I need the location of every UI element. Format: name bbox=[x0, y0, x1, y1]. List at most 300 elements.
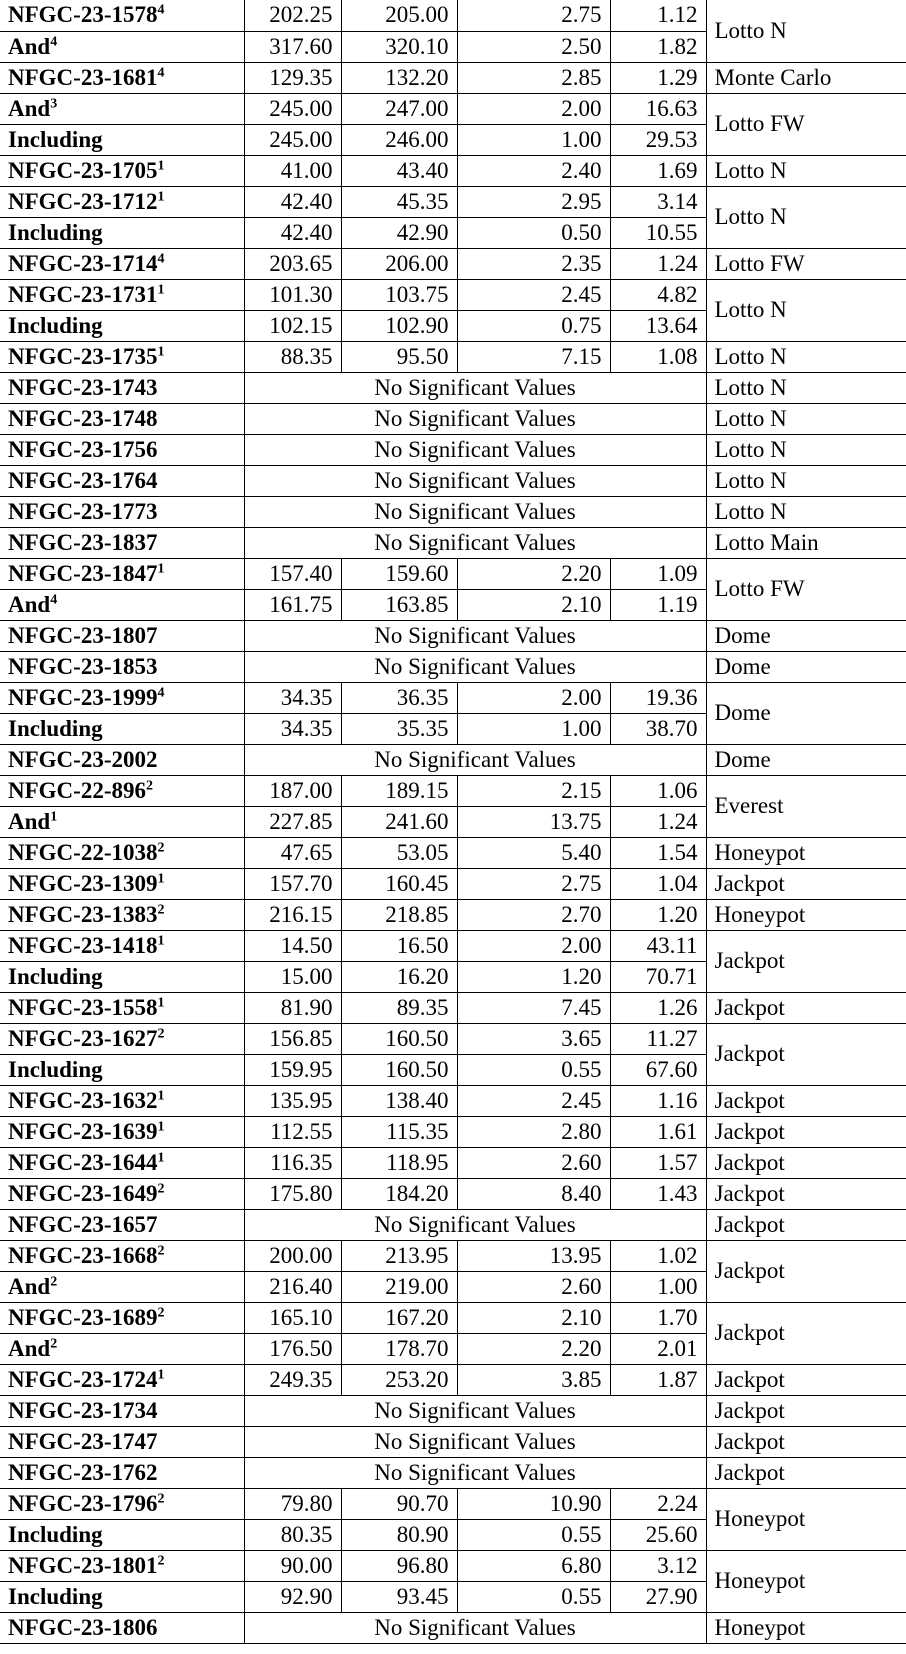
hole-id: NFGC-23-1801 bbox=[8, 1552, 158, 1578]
footnote-marker: 1 bbox=[157, 343, 165, 359]
to-cell: 205.00 bbox=[341, 0, 457, 31]
to-cell: 247.00 bbox=[341, 93, 457, 124]
footnote-marker: 4 bbox=[50, 33, 58, 49]
from-cell: 227.85 bbox=[244, 806, 341, 837]
from-cell: 317.60 bbox=[244, 31, 341, 62]
footnote-marker: 1 bbox=[157, 932, 165, 948]
from-cell: 116.35 bbox=[244, 1147, 341, 1178]
footnote-marker: 2 bbox=[157, 1242, 165, 1258]
to-cell: 218.85 bbox=[341, 899, 457, 930]
hole-id: NFGC-23-1764 bbox=[8, 467, 158, 493]
length-cell: 2.15 bbox=[457, 775, 610, 806]
to-cell: 43.40 bbox=[341, 155, 457, 186]
to-cell: 45.35 bbox=[341, 186, 457, 217]
hole-id-cell bbox=[0, 1550, 244, 1581]
hole-id: NFGC-23-1705 bbox=[8, 157, 158, 183]
hole-id: Including bbox=[8, 1056, 103, 1082]
hole-id: NFGC-23-1743 bbox=[8, 374, 158, 400]
no-significant-values-cell: No Significant Values bbox=[244, 1457, 706, 1488]
table-row bbox=[0, 744, 906, 775]
hole-id-cell bbox=[0, 1488, 244, 1519]
hole-id: NFGC-23-1806 bbox=[8, 1614, 158, 1640]
from-cell: 175.80 bbox=[244, 1178, 341, 1209]
target-cell: Dome bbox=[706, 744, 906, 775]
table-row bbox=[0, 434, 906, 465]
target-cell: Jackpot bbox=[706, 868, 906, 899]
from-cell: 216.40 bbox=[244, 1271, 341, 1302]
hole-id: NFGC-23-1747 bbox=[8, 1428, 158, 1454]
table-row bbox=[0, 1116, 906, 1147]
footnote-marker: 1 bbox=[157, 188, 165, 204]
table-row bbox=[0, 682, 906, 713]
grade-cell: 1.69 bbox=[610, 155, 706, 186]
from-cell: 34.35 bbox=[244, 682, 341, 713]
to-cell: 241.60 bbox=[341, 806, 457, 837]
hole-id: NFGC-23-1639 bbox=[8, 1118, 158, 1144]
no-significant-values-cell: No Significant Values bbox=[244, 744, 706, 775]
hole-id: NFGC-23-1668 bbox=[8, 1242, 158, 1268]
from-cell: 157.70 bbox=[244, 868, 341, 899]
grade-cell: 1.04 bbox=[610, 868, 706, 899]
footnote-marker: 2 bbox=[157, 901, 165, 917]
hole-id: NFGC-23-1712 bbox=[8, 188, 158, 214]
table-row bbox=[0, 992, 906, 1023]
hole-id: Including bbox=[8, 126, 103, 152]
from-cell: 165.10 bbox=[244, 1302, 341, 1333]
table-row bbox=[0, 1612, 906, 1643]
from-cell: 159.95 bbox=[244, 1054, 341, 1085]
grade-cell: 67.60 bbox=[610, 1054, 706, 1085]
hole-id-cell bbox=[0, 527, 244, 558]
target-cell: Jackpot bbox=[706, 1395, 906, 1426]
length-cell: 5.40 bbox=[457, 837, 610, 868]
hole-id: NFGC-23-1649 bbox=[8, 1180, 158, 1206]
from-cell: 47.65 bbox=[244, 837, 341, 868]
to-cell: 103.75 bbox=[341, 279, 457, 310]
grade-cell: 70.71 bbox=[610, 961, 706, 992]
hole-id-cell bbox=[0, 930, 244, 961]
hole-id: NFGC-23-1735 bbox=[8, 343, 158, 369]
grade-cell: 1.26 bbox=[610, 992, 706, 1023]
hole-id: And bbox=[8, 591, 51, 617]
hole-id-cell bbox=[0, 93, 244, 124]
table-row bbox=[0, 341, 906, 372]
target-cell: Lotto FW bbox=[706, 248, 906, 279]
hole-id-cell bbox=[0, 1209, 244, 1240]
target-cell: Lotto N bbox=[706, 0, 906, 62]
grade-cell: 29.53 bbox=[610, 124, 706, 155]
table-row bbox=[0, 372, 906, 403]
hole-id-cell bbox=[0, 651, 244, 682]
footnote-marker: 1 bbox=[157, 1087, 165, 1103]
grade-cell: 1.09 bbox=[610, 558, 706, 589]
to-cell: 53.05 bbox=[341, 837, 457, 868]
hole-id-cell bbox=[0, 1178, 244, 1209]
target-cell: Dome bbox=[706, 651, 906, 682]
hole-id-cell bbox=[0, 1085, 244, 1116]
length-cell: 0.50 bbox=[457, 217, 610, 248]
from-cell: 81.90 bbox=[244, 992, 341, 1023]
to-cell: 160.50 bbox=[341, 1023, 457, 1054]
grade-cell: 10.55 bbox=[610, 217, 706, 248]
target-cell: Jackpot bbox=[706, 1178, 906, 1209]
hole-id: NFGC-23-1999 bbox=[8, 684, 158, 710]
no-significant-values-cell: No Significant Values bbox=[244, 372, 706, 403]
grade-cell: 1.20 bbox=[610, 899, 706, 930]
target-cell: Lotto FW bbox=[706, 93, 906, 155]
hole-id: NFGC-23-1853 bbox=[8, 653, 158, 679]
target-cell: Honeypot bbox=[706, 899, 906, 930]
table-row bbox=[0, 1457, 906, 1488]
table-row bbox=[0, 0, 906, 31]
hole-id: NFGC-22-896 bbox=[8, 777, 146, 803]
footnote-marker: 1 bbox=[157, 281, 165, 297]
table-row bbox=[0, 899, 906, 930]
target-cell: Everest bbox=[706, 775, 906, 837]
table-row bbox=[0, 1426, 906, 1457]
hole-id: NFGC-23-1731 bbox=[8, 281, 158, 307]
hole-id: NFGC-23-1807 bbox=[8, 622, 158, 648]
hole-id-cell bbox=[0, 682, 244, 713]
from-cell: 15.00 bbox=[244, 961, 341, 992]
hole-id-cell bbox=[0, 62, 244, 93]
table-row bbox=[0, 403, 906, 434]
hole-id: NFGC-23-1657 bbox=[8, 1211, 158, 1237]
from-cell: 187.00 bbox=[244, 775, 341, 806]
grade-cell: 1.19 bbox=[610, 589, 706, 620]
footnote-marker: 2 bbox=[157, 1490, 165, 1506]
hole-id-cell bbox=[0, 1333, 244, 1364]
target-cell: Jackpot bbox=[706, 930, 906, 992]
to-cell: 80.90 bbox=[341, 1519, 457, 1550]
grade-cell: 3.12 bbox=[610, 1550, 706, 1581]
grade-cell: 1.29 bbox=[610, 62, 706, 93]
no-significant-values-cell: No Significant Values bbox=[244, 465, 706, 496]
grade-cell: 2.01 bbox=[610, 1333, 706, 1364]
hole-id-cell bbox=[0, 403, 244, 434]
to-cell: 89.35 bbox=[341, 992, 457, 1023]
no-significant-values-cell: No Significant Values bbox=[244, 434, 706, 465]
hole-id-cell bbox=[0, 1581, 244, 1612]
length-cell: 2.10 bbox=[457, 589, 610, 620]
to-cell: 160.45 bbox=[341, 868, 457, 899]
length-cell: 1.00 bbox=[457, 124, 610, 155]
target-cell: Jackpot bbox=[706, 1302, 906, 1364]
no-significant-values-cell: No Significant Values bbox=[244, 1395, 706, 1426]
length-cell: 2.60 bbox=[457, 1271, 610, 1302]
target-cell: Honeypot bbox=[706, 837, 906, 868]
to-cell: 36.35 bbox=[341, 682, 457, 713]
to-cell: 90.70 bbox=[341, 1488, 457, 1519]
from-cell: 176.50 bbox=[244, 1333, 341, 1364]
from-cell: 216.15 bbox=[244, 899, 341, 930]
to-cell: 160.50 bbox=[341, 1054, 457, 1085]
grade-cell: 1.61 bbox=[610, 1116, 706, 1147]
target-cell: Lotto N bbox=[706, 496, 906, 527]
to-cell: 132.20 bbox=[341, 62, 457, 93]
grade-cell: 1.24 bbox=[610, 248, 706, 279]
table-row bbox=[0, 1395, 906, 1426]
grade-cell: 1.00 bbox=[610, 1271, 706, 1302]
length-cell: 2.10 bbox=[457, 1302, 610, 1333]
from-cell: 135.95 bbox=[244, 1085, 341, 1116]
hole-id-cell bbox=[0, 775, 244, 806]
length-cell: 13.95 bbox=[457, 1240, 610, 1271]
grade-cell: 3.14 bbox=[610, 186, 706, 217]
to-cell: 189.15 bbox=[341, 775, 457, 806]
table-row bbox=[0, 62, 906, 93]
footnote-marker: 2 bbox=[157, 1025, 165, 1041]
from-cell: 203.65 bbox=[244, 248, 341, 279]
hole-id-cell bbox=[0, 1240, 244, 1271]
table-row bbox=[0, 1364, 906, 1395]
from-cell: 41.00 bbox=[244, 155, 341, 186]
length-cell: 7.15 bbox=[457, 341, 610, 372]
footnote-marker: 1 bbox=[157, 870, 165, 886]
footnote-marker: 2 bbox=[157, 839, 165, 855]
footnote-marker: 4 bbox=[157, 250, 165, 266]
from-cell: 245.00 bbox=[244, 124, 341, 155]
table-row bbox=[0, 1240, 906, 1271]
hole-id-cell bbox=[0, 1364, 244, 1395]
to-cell: 246.00 bbox=[341, 124, 457, 155]
footnote-marker: 4 bbox=[50, 591, 58, 607]
hole-id: NFGC-23-1627 bbox=[8, 1025, 158, 1051]
length-cell: 1.00 bbox=[457, 713, 610, 744]
to-cell: 206.00 bbox=[341, 248, 457, 279]
grade-cell: 19.36 bbox=[610, 682, 706, 713]
from-cell: 245.00 bbox=[244, 93, 341, 124]
to-cell: 159.60 bbox=[341, 558, 457, 589]
footnote-marker: 1 bbox=[157, 157, 165, 173]
target-cell: Honeypot bbox=[706, 1550, 906, 1612]
length-cell: 2.20 bbox=[457, 558, 610, 589]
grade-cell: 1.12 bbox=[610, 0, 706, 31]
table-row bbox=[0, 1209, 906, 1240]
hole-id-cell bbox=[0, 1023, 244, 1054]
no-significant-values-cell: No Significant Values bbox=[244, 651, 706, 682]
grade-cell: 1.08 bbox=[610, 341, 706, 372]
length-cell: 3.85 bbox=[457, 1364, 610, 1395]
target-cell: Jackpot bbox=[706, 1240, 906, 1302]
hole-id: NFGC-23-1418 bbox=[8, 932, 158, 958]
no-significant-values-cell: No Significant Values bbox=[244, 1612, 706, 1643]
hole-id-cell bbox=[0, 1612, 244, 1643]
grade-cell: 25.60 bbox=[610, 1519, 706, 1550]
hole-id-cell bbox=[0, 620, 244, 651]
table-row bbox=[0, 1302, 906, 1333]
length-cell: 0.55 bbox=[457, 1054, 610, 1085]
hole-id: NFGC-22-1038 bbox=[8, 839, 158, 865]
length-cell: 2.50 bbox=[457, 31, 610, 62]
from-cell: 200.00 bbox=[244, 1240, 341, 1271]
hole-id: NFGC-23-1383 bbox=[8, 901, 158, 927]
grade-cell: 1.82 bbox=[610, 31, 706, 62]
table-row bbox=[0, 868, 906, 899]
from-cell: 42.40 bbox=[244, 217, 341, 248]
hole-id: Including bbox=[8, 963, 103, 989]
target-cell: Lotto N bbox=[706, 341, 906, 372]
hole-id: Including bbox=[8, 1583, 103, 1609]
hole-id: Including bbox=[8, 312, 103, 338]
hole-id-cell bbox=[0, 341, 244, 372]
table-row bbox=[0, 1023, 906, 1054]
from-cell: 161.75 bbox=[244, 589, 341, 620]
from-cell: 90.00 bbox=[244, 1550, 341, 1581]
length-cell: 10.90 bbox=[457, 1488, 610, 1519]
target-cell: Jackpot bbox=[706, 1116, 906, 1147]
target-cell: Jackpot bbox=[706, 1457, 906, 1488]
from-cell: 101.30 bbox=[244, 279, 341, 310]
table-row bbox=[0, 558, 906, 589]
table-row bbox=[0, 651, 906, 682]
hole-id-cell bbox=[0, 31, 244, 62]
grade-cell: 43.11 bbox=[610, 930, 706, 961]
table-row bbox=[0, 1147, 906, 1178]
footnote-marker: 2 bbox=[50, 1273, 58, 1289]
to-cell: 253.20 bbox=[341, 1364, 457, 1395]
hole-id-cell bbox=[0, 713, 244, 744]
to-cell: 102.90 bbox=[341, 310, 457, 341]
hole-id: And bbox=[8, 1335, 51, 1361]
hole-id: And bbox=[8, 1273, 51, 1299]
hole-id: NFGC-23-1689 bbox=[8, 1304, 158, 1330]
footnote-marker: 1 bbox=[157, 1118, 165, 1134]
footnote-marker: 1 bbox=[157, 994, 165, 1010]
table-row bbox=[0, 496, 906, 527]
hole-id: NFGC-23-1724 bbox=[8, 1366, 158, 1392]
hole-id-cell bbox=[0, 806, 244, 837]
grade-cell: 38.70 bbox=[610, 713, 706, 744]
grade-cell: 2.24 bbox=[610, 1488, 706, 1519]
target-cell: Monte Carlo bbox=[706, 62, 906, 93]
to-cell: 219.00 bbox=[341, 1271, 457, 1302]
length-cell: 0.55 bbox=[457, 1581, 610, 1612]
length-cell: 2.45 bbox=[457, 1085, 610, 1116]
hole-id-cell bbox=[0, 744, 244, 775]
hole-id-cell bbox=[0, 1116, 244, 1147]
table-row bbox=[0, 527, 906, 558]
hole-id: NFGC-23-1762 bbox=[8, 1459, 158, 1485]
footnote-marker: 2 bbox=[157, 1304, 165, 1320]
hole-id-cell bbox=[0, 1395, 244, 1426]
table-row bbox=[0, 930, 906, 961]
to-cell: 16.20 bbox=[341, 961, 457, 992]
target-cell: Lotto N bbox=[706, 155, 906, 186]
grade-cell: 16.63 bbox=[610, 93, 706, 124]
table-row bbox=[0, 1178, 906, 1209]
length-cell: 2.00 bbox=[457, 682, 610, 713]
to-cell: 42.90 bbox=[341, 217, 457, 248]
no-significant-values-cell: No Significant Values bbox=[244, 527, 706, 558]
hole-id: NFGC-23-1309 bbox=[8, 870, 158, 896]
footnote-marker: 3 bbox=[50, 95, 58, 111]
from-cell: 79.80 bbox=[244, 1488, 341, 1519]
target-cell: Honeypot bbox=[706, 1488, 906, 1550]
length-cell: 1.20 bbox=[457, 961, 610, 992]
length-cell: 2.40 bbox=[457, 155, 610, 186]
footnote-marker: 1 bbox=[157, 1149, 165, 1165]
target-cell: Lotto Main bbox=[706, 527, 906, 558]
to-cell: 184.20 bbox=[341, 1178, 457, 1209]
target-cell: Dome bbox=[706, 682, 906, 744]
target-cell: Jackpot bbox=[706, 1364, 906, 1395]
grade-cell: 1.06 bbox=[610, 775, 706, 806]
hole-id: And bbox=[8, 95, 51, 121]
length-cell: 2.70 bbox=[457, 899, 610, 930]
from-cell: 249.35 bbox=[244, 1364, 341, 1395]
no-significant-values-cell: No Significant Values bbox=[244, 1209, 706, 1240]
no-significant-values-cell: No Significant Values bbox=[244, 1426, 706, 1457]
target-cell: Lotto N bbox=[706, 465, 906, 496]
table-row bbox=[0, 837, 906, 868]
table-row bbox=[0, 775, 906, 806]
length-cell: 8.40 bbox=[457, 1178, 610, 1209]
footnote-marker: 2 bbox=[157, 1552, 165, 1568]
hole-id: And bbox=[8, 33, 51, 59]
to-cell: 178.70 bbox=[341, 1333, 457, 1364]
grade-cell: 1.43 bbox=[610, 1178, 706, 1209]
grade-cell: 13.64 bbox=[610, 310, 706, 341]
grade-cell: 1.02 bbox=[610, 1240, 706, 1271]
length-cell: 2.35 bbox=[457, 248, 610, 279]
grade-cell: 11.27 bbox=[610, 1023, 706, 1054]
hole-id-cell bbox=[0, 1271, 244, 1302]
to-cell: 95.50 bbox=[341, 341, 457, 372]
hole-id: Including bbox=[8, 219, 103, 245]
table-row bbox=[0, 93, 906, 124]
footnote-marker: 1 bbox=[157, 560, 165, 576]
table-row bbox=[0, 1550, 906, 1581]
length-cell: 2.20 bbox=[457, 1333, 610, 1364]
to-cell: 213.95 bbox=[341, 1240, 457, 1271]
from-cell: 129.35 bbox=[244, 62, 341, 93]
grade-cell: 1.57 bbox=[610, 1147, 706, 1178]
table-row bbox=[0, 1085, 906, 1116]
length-cell: 2.95 bbox=[457, 186, 610, 217]
hole-id: NFGC-23-1714 bbox=[8, 250, 158, 276]
hole-id-cell bbox=[0, 465, 244, 496]
table-row bbox=[0, 248, 906, 279]
hole-id: NFGC-23-1681 bbox=[8, 64, 158, 90]
hole-id-cell bbox=[0, 186, 244, 217]
footnote-marker: 1 bbox=[157, 1366, 165, 1382]
length-cell: 6.80 bbox=[457, 1550, 610, 1581]
target-cell: Lotto N bbox=[706, 186, 906, 248]
hole-id: NFGC-23-1578 bbox=[8, 2, 158, 28]
to-cell: 163.85 bbox=[341, 589, 457, 620]
no-significant-values-cell: No Significant Values bbox=[244, 403, 706, 434]
target-cell: Jackpot bbox=[706, 1023, 906, 1085]
table-row bbox=[0, 279, 906, 310]
hole-id-cell bbox=[0, 248, 244, 279]
from-cell: 112.55 bbox=[244, 1116, 341, 1147]
grade-cell: 1.24 bbox=[610, 806, 706, 837]
hole-id-cell bbox=[0, 372, 244, 403]
length-cell: 7.45 bbox=[457, 992, 610, 1023]
hole-id: Including bbox=[8, 715, 103, 741]
from-cell: 34.35 bbox=[244, 713, 341, 744]
table-row bbox=[0, 155, 906, 186]
hole-id-cell bbox=[0, 961, 244, 992]
hole-id-cell bbox=[0, 279, 244, 310]
hole-id: NFGC-23-1756 bbox=[8, 436, 158, 462]
hole-id-cell bbox=[0, 1519, 244, 1550]
to-cell: 320.10 bbox=[341, 31, 457, 62]
footnote-marker: 4 bbox=[157, 2, 165, 18]
footnote-marker: 4 bbox=[157, 64, 165, 80]
hole-id: NFGC-23-1644 bbox=[8, 1149, 158, 1175]
